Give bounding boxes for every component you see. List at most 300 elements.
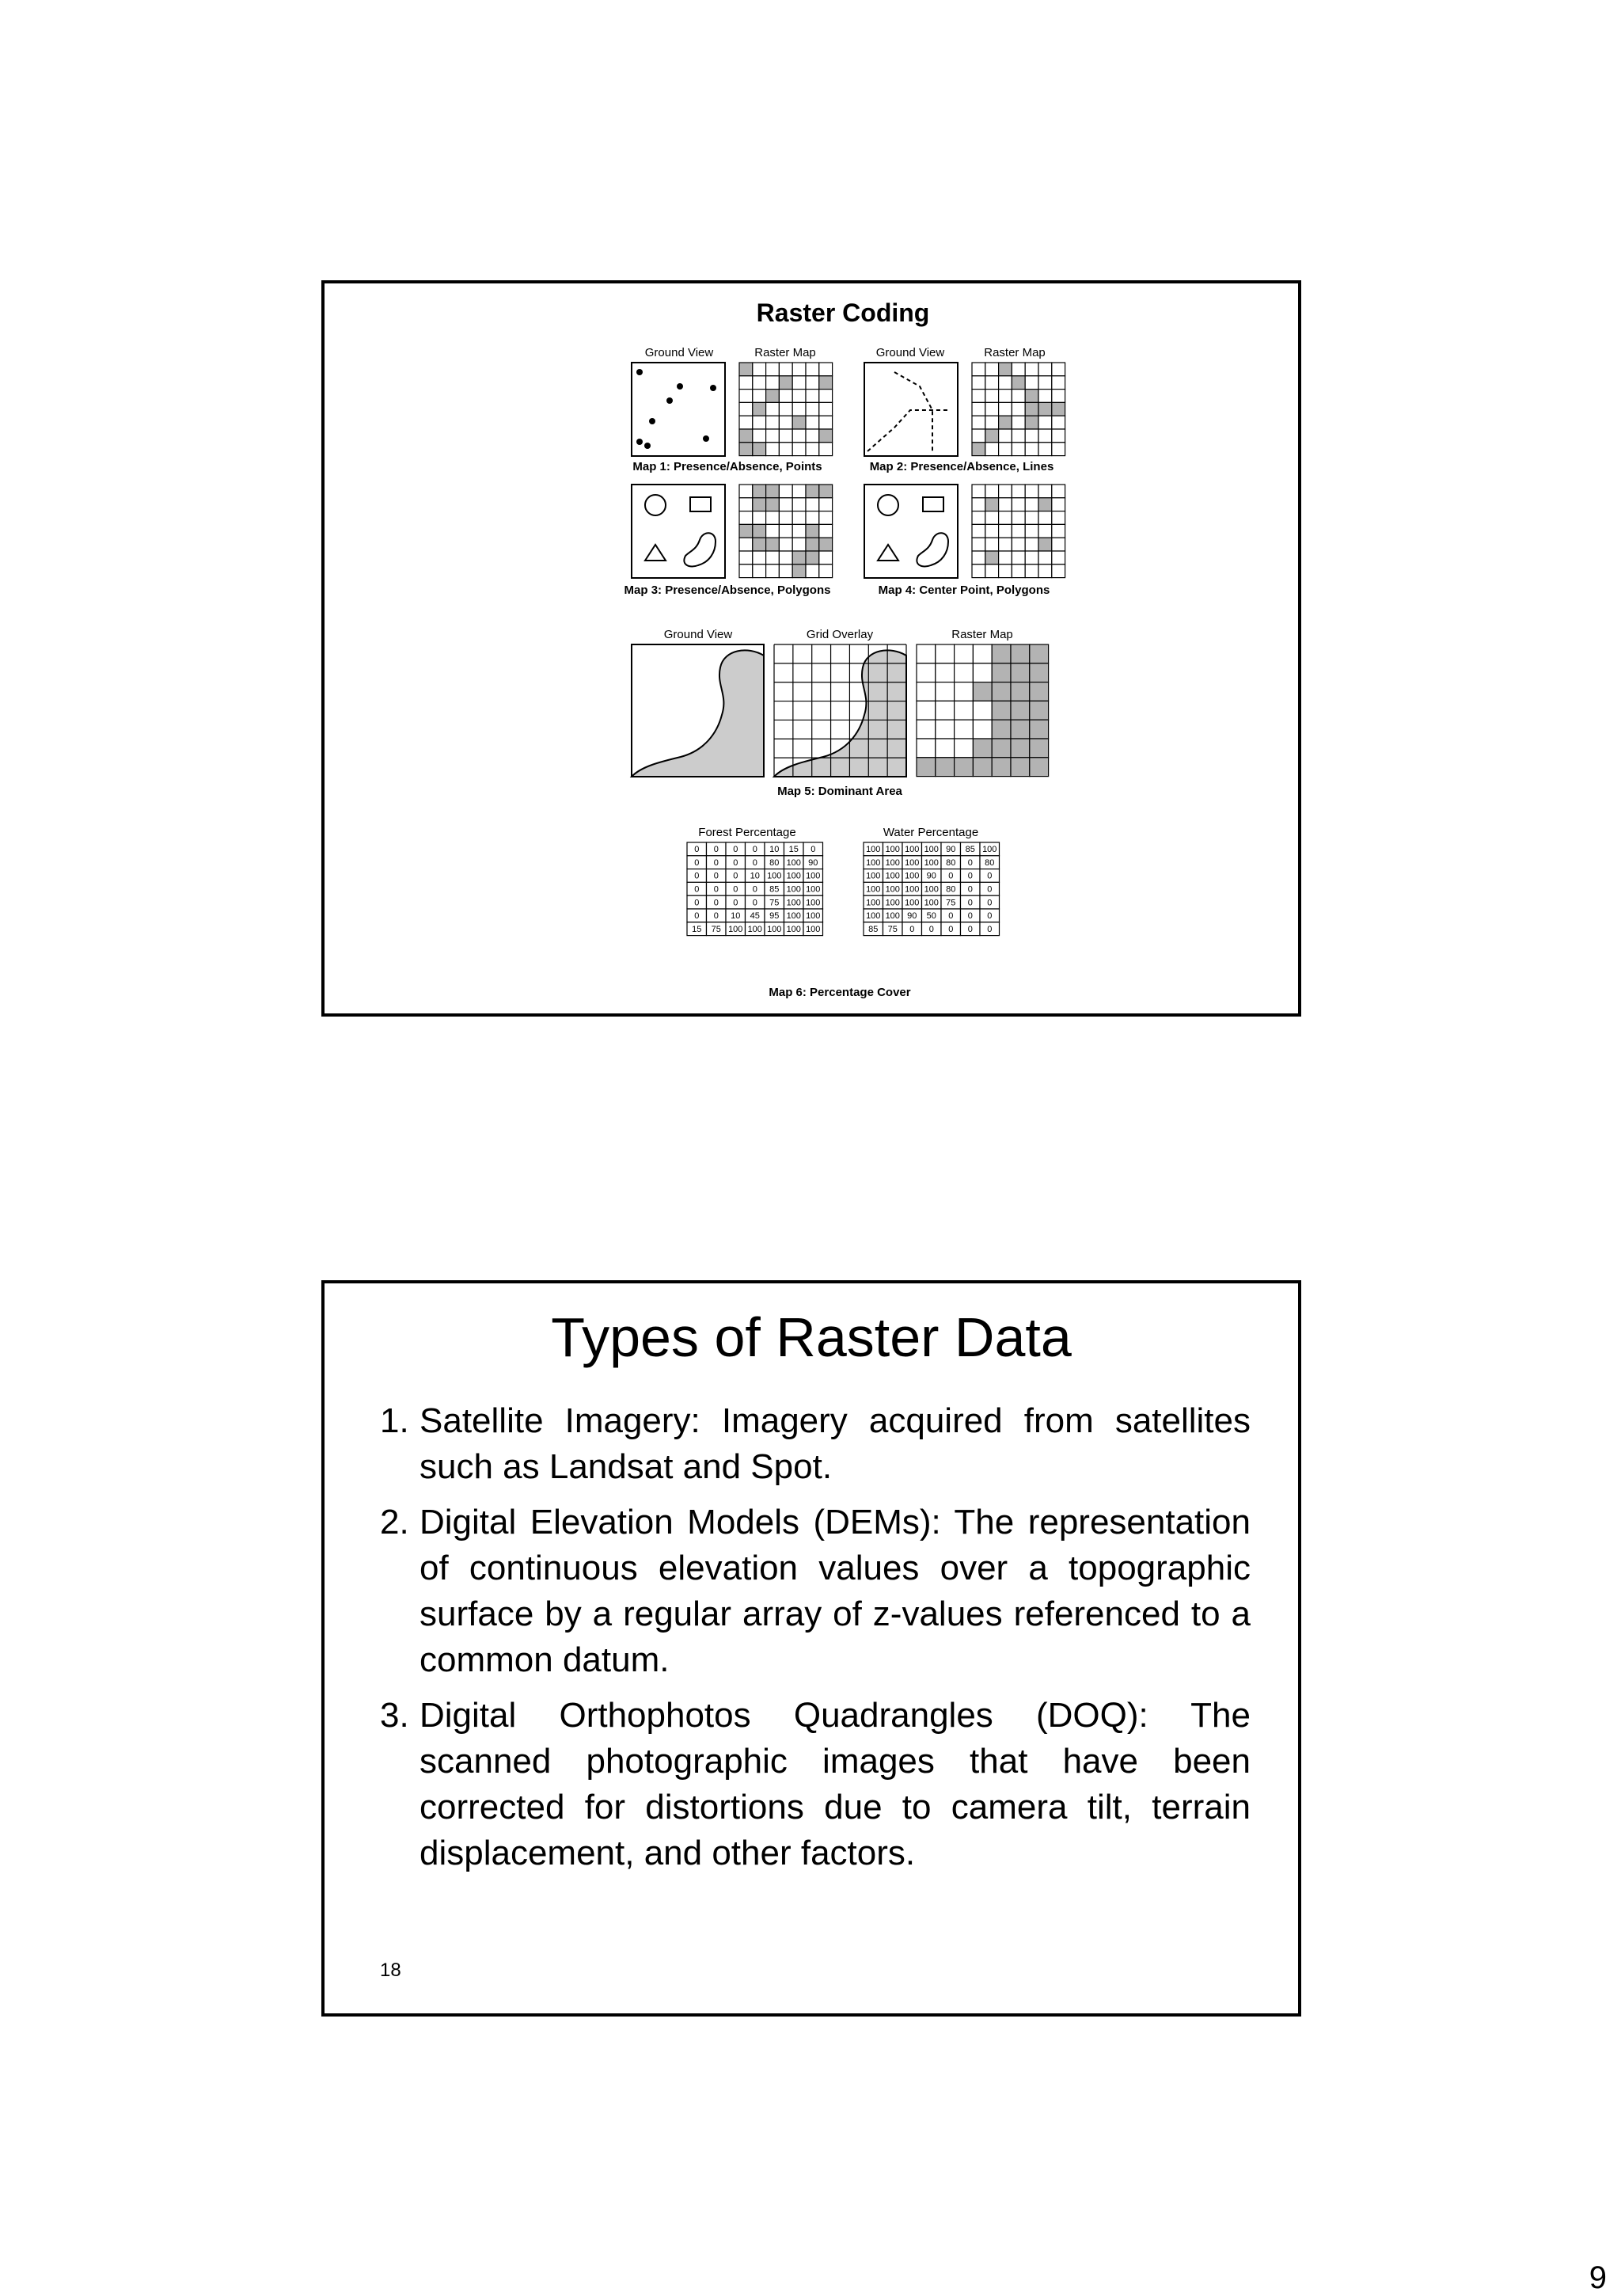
table-cell-value: 10 (750, 871, 760, 881)
table-cell-value: 100 (786, 857, 801, 868)
grid-cell (779, 363, 792, 376)
caption-map4: Map 4: Center Point, Polygons (878, 584, 1050, 597)
grid-cell (1025, 485, 1038, 498)
table-cell-value: 0 (752, 857, 757, 868)
table-cell-value: 0 (967, 898, 973, 908)
table-cell-value: 100 (905, 884, 920, 895)
list-item (380, 1398, 1251, 1490)
grid-cell (1025, 498, 1038, 511)
grid-cell (1025, 363, 1038, 376)
grid-cell (973, 682, 992, 701)
grid-cell (917, 739, 936, 758)
grid-cell (972, 485, 985, 498)
grid-cell (973, 644, 992, 663)
table-cell-value: 100 (905, 845, 920, 855)
grid-cell (999, 551, 1012, 564)
table-cell-value: 100 (806, 898, 821, 908)
grid-cell (1052, 402, 1065, 416)
table-cell-value: 100 (747, 924, 762, 934)
grid-cell (1038, 538, 1052, 551)
grid-cell (1052, 363, 1065, 376)
grid-cell (936, 758, 955, 777)
forest-percentage-table (687, 842, 823, 936)
table-cell-value: 90 (907, 911, 917, 922)
map4-raster-grid (972, 485, 1065, 578)
raster-coding-figure (325, 283, 1298, 1013)
grid-cell (936, 739, 955, 758)
grid-cell (806, 511, 819, 525)
slide-title: Types of Raster Data (551, 1306, 1072, 1368)
grid-cell (1038, 363, 1052, 376)
page-number: 9 (1589, 2260, 1607, 2295)
grid-cell (1030, 663, 1049, 682)
table-cell-value: 0 (733, 884, 738, 895)
grid-cell (766, 511, 780, 525)
table-cell-value: 0 (987, 924, 993, 934)
grid-cell (1012, 551, 1025, 564)
grid-cell (1012, 498, 1025, 511)
grid-cell (792, 390, 806, 403)
grid-cell (1038, 443, 1052, 456)
grid-cell (1025, 538, 1038, 551)
grid-cell (1012, 524, 1025, 538)
grid-cell (972, 511, 985, 525)
grid-cell (1038, 485, 1052, 498)
grid-cell (992, 701, 1011, 720)
grid-cell (819, 363, 833, 376)
grid-cell (1038, 498, 1052, 511)
grid-cell (955, 739, 974, 758)
table-cell-value: 75 (887, 924, 898, 934)
table-cell-value: 100 (786, 911, 801, 922)
table-cell-value: 100 (728, 924, 743, 934)
grid-cell (1052, 498, 1065, 511)
grid-cell (992, 663, 1011, 682)
table-cell-value: 100 (786, 898, 801, 908)
grid-cell (806, 564, 819, 578)
grid-cell (1011, 663, 1030, 682)
grid-cell (973, 739, 992, 758)
grid-cell (779, 485, 792, 498)
table-cell-value: 100 (806, 884, 821, 895)
grid-cell (1052, 429, 1065, 443)
grid-cell (1012, 376, 1025, 390)
table-cell-value: 0 (967, 924, 973, 934)
grid-cell (753, 538, 766, 551)
grid-cell (1025, 551, 1038, 564)
grid-cell (1052, 538, 1065, 551)
list-item-number: 3. (380, 1696, 409, 1735)
grid-cell (1012, 564, 1025, 578)
table-cell-value: 100 (905, 898, 920, 908)
table-cell-value: 90 (926, 871, 936, 881)
grid-cell (819, 443, 833, 456)
table-cell-value: 0 (733, 857, 738, 868)
grid-cell (739, 564, 753, 578)
table-cell-value: 0 (713, 857, 719, 868)
table-cell-value: 100 (866, 857, 881, 868)
grid-cell (992, 720, 1011, 739)
grid-cell (1030, 758, 1049, 777)
grid-cell (792, 564, 806, 578)
list-item-text: Digital Orthophotos Quadrangles (DOQ): The scanned photographic images that have been corrected for distortions due to camera tilt, terrain displacement, and other factors. (419, 1696, 1251, 1872)
grid-cell (985, 524, 999, 538)
slide-raster-coding (321, 280, 1301, 1017)
table-cell-value: 100 (885, 857, 900, 868)
grid-cell (985, 564, 999, 578)
grid-cell (985, 402, 999, 416)
grid-cell (955, 758, 974, 777)
grid-cell (766, 538, 780, 551)
grid-cell (999, 416, 1012, 429)
grid-cell (936, 701, 955, 720)
table-cell-value: 100 (786, 884, 801, 895)
grid-cell (1025, 564, 1038, 578)
table-cell-value: 100 (924, 857, 939, 868)
grid-cell (917, 644, 936, 663)
grid-cell (1052, 390, 1065, 403)
grid-cell (766, 498, 780, 511)
table-cell-value: 0 (987, 871, 993, 881)
grid-cell (806, 524, 819, 538)
list-item (380, 1500, 1251, 1683)
grid-cell (955, 663, 974, 682)
grid-cell (985, 363, 999, 376)
grid-cell (806, 363, 819, 376)
caption-map1: Map 1: Presence/Absence, Points (632, 460, 822, 473)
grid-cell (766, 443, 780, 456)
table-cell-value: 15 (692, 924, 702, 934)
label-grid-overlay: Grid Overlay (806, 628, 874, 641)
grid-cell (1052, 511, 1065, 525)
grid-cell (792, 416, 806, 429)
table-cell-value: 100 (924, 898, 939, 908)
grid-cell (936, 644, 955, 663)
grid-cell (1030, 701, 1049, 720)
grid-cell (1012, 390, 1025, 403)
grid-cell (972, 416, 985, 429)
grid-cell (806, 551, 819, 564)
grid-cell (1052, 443, 1065, 456)
table-cell-value: 100 (905, 871, 920, 881)
grid-cell (1038, 416, 1052, 429)
grid-cell (985, 443, 999, 456)
grid-cell (819, 524, 833, 538)
grid-cell (779, 538, 792, 551)
grid-cell (753, 376, 766, 390)
list-item-text: Digital Elevation Models (DEMs): The representation of continuous elevation values over a topographic surface by a regular array of z-values referenced to a common datum. (419, 1503, 1251, 1679)
map2-raster-grid (972, 363, 1065, 456)
grid-cell (1038, 551, 1052, 564)
grid-cell (806, 429, 819, 443)
slide-types-of-raster-data (321, 1280, 1301, 2017)
table-cell-value: 0 (967, 857, 973, 868)
table-cell-value: 0 (967, 871, 973, 881)
grid-cell (917, 758, 936, 777)
table-cell-value: 80 (946, 857, 956, 868)
table-cell-value: 10 (769, 845, 780, 855)
grid-cell (792, 429, 806, 443)
grid-cell (999, 390, 1012, 403)
table-cell-value: 100 (866, 898, 881, 908)
table-cell-value: 0 (752, 898, 757, 908)
grid-cell (1012, 429, 1025, 443)
grid-cell (1025, 416, 1038, 429)
table-cell-value: 0 (694, 884, 700, 895)
table-cell-value: 0 (967, 911, 973, 922)
grid-cell (779, 564, 792, 578)
grid-cell (917, 701, 936, 720)
grid-cell (779, 416, 792, 429)
grid-cell (819, 498, 833, 511)
grid-cell (936, 682, 955, 701)
table-cell-value: 100 (885, 884, 900, 895)
grid-cell (806, 416, 819, 429)
table-cell-value: 100 (924, 845, 939, 855)
grid-cell (972, 551, 985, 564)
grid-cell (739, 376, 753, 390)
grid-cell (739, 416, 753, 429)
table-cell-value: 10 (731, 911, 741, 922)
table-cell-value: 100 (885, 898, 900, 908)
table-cell-value: 85 (769, 884, 780, 895)
raster-types-list (380, 1398, 1251, 1886)
table-cell-value: 90 (946, 845, 956, 855)
grid-cell (999, 564, 1012, 578)
grid-cell (1038, 511, 1052, 525)
table-cell-value: 0 (967, 884, 973, 895)
grid-cell (999, 498, 1012, 511)
grid-cell (1052, 485, 1065, 498)
table-cell-value: 0 (733, 871, 738, 881)
table-cell-value: 100 (905, 857, 920, 868)
grid-cell (806, 402, 819, 416)
grid-cell (1030, 644, 1049, 663)
table-cell-value: 100 (866, 911, 881, 922)
grid-cell (792, 511, 806, 525)
grid-cell (819, 429, 833, 443)
grid-cell (739, 511, 753, 525)
grid-cell (739, 498, 753, 511)
grid-cell (739, 363, 753, 376)
grid-cell (766, 363, 780, 376)
grid-cell (1052, 551, 1065, 564)
grid-cell (999, 402, 1012, 416)
grid-cell (806, 376, 819, 390)
grid-cell (1038, 402, 1052, 416)
grid-cell (779, 429, 792, 443)
table-cell-value: 100 (885, 911, 900, 922)
table-cell-value: 0 (713, 898, 719, 908)
grid-cell (972, 443, 985, 456)
grid-cell (972, 376, 985, 390)
label-ground-view: Ground View (663, 628, 733, 641)
grid-cell (1038, 564, 1052, 578)
grid-cell (766, 485, 780, 498)
grid-cell (1025, 376, 1038, 390)
grid-cell (819, 485, 833, 498)
grid-cell (985, 416, 999, 429)
map5-grid-overlay (774, 644, 906, 777)
grid-cell (779, 524, 792, 538)
table-cell-value: 95 (769, 911, 780, 922)
figure-title: Raster Coding (756, 298, 930, 327)
grid-cell (985, 376, 999, 390)
grid-cell (739, 485, 753, 498)
table-cell-value: 15 (788, 845, 799, 855)
table-cell-value: 0 (713, 871, 719, 881)
grid-cell (972, 524, 985, 538)
grid-cell (792, 402, 806, 416)
grid-cell (792, 551, 806, 564)
map2-ground-view (864, 363, 958, 456)
grid-cell (985, 538, 999, 551)
grid-cell (917, 682, 936, 701)
grid-cell (779, 443, 792, 456)
table-cell-value: 0 (948, 871, 954, 881)
grid-cell (753, 485, 766, 498)
grid-cell (1038, 429, 1052, 443)
map4-ground-view (864, 485, 958, 578)
grid-cell (753, 551, 766, 564)
table-cell-value: 100 (786, 871, 801, 881)
grid-cell (985, 511, 999, 525)
grid-cell (985, 390, 999, 403)
grid-cell (1012, 363, 1025, 376)
table-cell-value: 75 (711, 924, 721, 934)
grid-cell (739, 538, 753, 551)
table-cell-value: 0 (909, 924, 915, 934)
grid-cell (753, 402, 766, 416)
grid-cell (806, 443, 819, 456)
label-raster-map: Raster Map (951, 628, 1013, 641)
grid-cell (806, 485, 819, 498)
table-cell-value: 100 (982, 845, 997, 855)
grid-cell (999, 363, 1012, 376)
grid-cell (972, 363, 985, 376)
grid-cell (819, 416, 833, 429)
caption-map5: Map 5: Dominant Area (777, 785, 902, 798)
grid-cell (985, 498, 999, 511)
table-cell-value: 0 (948, 924, 954, 934)
grid-cell (1030, 739, 1049, 758)
map1-ground-view (632, 363, 725, 456)
table-cell-value: 0 (928, 924, 934, 934)
grid-cell (819, 551, 833, 564)
grid-cell (819, 376, 833, 390)
table-cell-value: 100 (767, 871, 782, 881)
grid-cell (779, 498, 792, 511)
caption-map6: Map 6: Percentage Cover (769, 986, 911, 999)
map3-ground-view (632, 485, 725, 578)
grid-cell (766, 551, 780, 564)
map3-raster-grid (739, 485, 833, 578)
table-cell-value: 0 (713, 911, 719, 922)
grid-cell (999, 511, 1012, 525)
grid-cell (972, 564, 985, 578)
grid-cell (753, 564, 766, 578)
table-cell-value: 0 (694, 857, 700, 868)
table-cell-value: 0 (713, 845, 719, 855)
grid-cell (779, 511, 792, 525)
table-cell-value: 80 (985, 857, 995, 868)
grid-cell (806, 498, 819, 511)
grid-cell (1030, 720, 1049, 739)
grid-cell (766, 416, 780, 429)
caption-map2: Map 2: Presence/Absence, Lines (869, 460, 1054, 473)
grid-cell (1052, 416, 1065, 429)
table-cell-value: 100 (806, 911, 821, 922)
grid-cell (1038, 376, 1052, 390)
grid-cell (999, 443, 1012, 456)
table-cell-value: 80 (946, 884, 956, 895)
grid-cell (992, 739, 1011, 758)
grid-cell (1012, 416, 1025, 429)
grid-cell (1011, 720, 1030, 739)
grid-cell (819, 564, 833, 578)
grid-cell (999, 524, 1012, 538)
grid-cell (992, 758, 1011, 777)
grid-cell (973, 701, 992, 720)
grid-cell (955, 682, 974, 701)
table-cell-value: 90 (808, 857, 818, 868)
grid-cell (753, 429, 766, 443)
table-cell-value: 100 (806, 924, 821, 934)
water-percentage-table (864, 842, 1000, 936)
list-item-number: 2. (380, 1503, 409, 1541)
table-cell-value: 85 (868, 924, 879, 934)
grid-cell (739, 443, 753, 456)
grid-cell (973, 663, 992, 682)
grid-cell (1012, 511, 1025, 525)
table-cell-value: 0 (810, 845, 816, 855)
label-forest-percentage: Forest Percentage (698, 826, 796, 839)
grid-cell (1012, 485, 1025, 498)
grid-cell (1038, 524, 1052, 538)
grid-cell (753, 498, 766, 511)
table-cell-value: 75 (769, 898, 780, 908)
table-cell-value: 100 (885, 871, 900, 881)
label-raster-map: Raster Map (984, 346, 1046, 359)
grid-cell (739, 551, 753, 564)
map5-raster-grid (917, 644, 1049, 777)
grid-cell (917, 663, 936, 682)
table-cell-value: 100 (806, 871, 821, 881)
grid-cell (985, 429, 999, 443)
grid-cell (1025, 443, 1038, 456)
table-cell-value: 100 (767, 924, 782, 934)
grid-cell (999, 538, 1012, 551)
table-cell-value: 85 (965, 845, 975, 855)
grid-cell (766, 524, 780, 538)
table-cell-value: 75 (946, 898, 956, 908)
grid-cell (739, 429, 753, 443)
grid-cell (753, 390, 766, 403)
grid-cell (792, 443, 806, 456)
grid-cell (955, 720, 974, 739)
grid-cell (739, 402, 753, 416)
grid-cell (739, 524, 753, 538)
grid-cell (753, 443, 766, 456)
grid-cell (1025, 402, 1038, 416)
grid-cell (792, 376, 806, 390)
table-cell-value: 100 (866, 845, 881, 855)
grid-cell (972, 402, 985, 416)
table-cell-value: 100 (786, 924, 801, 934)
grid-cell (1011, 644, 1030, 663)
map1-raster-grid (739, 363, 833, 456)
grid-cell (753, 511, 766, 525)
